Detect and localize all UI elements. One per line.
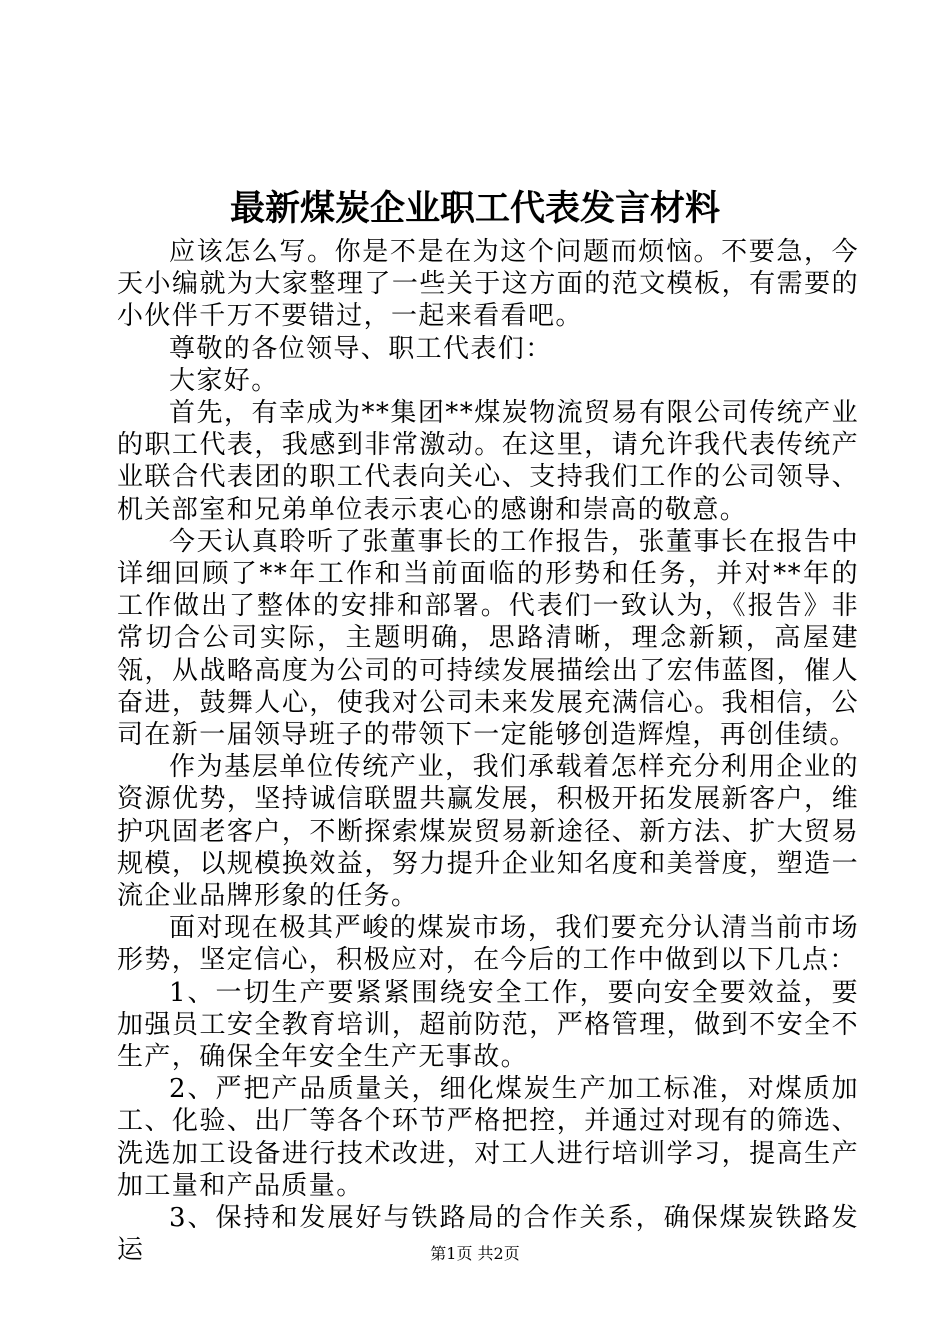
- paragraph-report: 今天认真聆听了张董事长的工作报告，张董事长在报告中详细回顾了**年工作和当前面临的形势和任务，并对**年的工作做出了整体的安排和部署。代表们一致认为，《报告》非常切合公司实际，主题明确，思路清晰，理念新颖，高屋建瓴，从战略高度为公司的可持续发展描绘出了宏伟蓝图，催人奋进，鼓舞人心，使我对公司未来发展充满信心。我相信，公司在新一届领导班子的带领下一定能够创造辉煌，再创佳绩。: [117, 526, 859, 751]
- paragraph-market: 面对现在极其严峻的煤炭市场，我们要充分认清当前市场形势，坚定信心，积极应对，在今后的工作中做到以下几点：: [117, 913, 859, 976]
- paragraph-point-3: 3、保持和发展好与铁路局的合作关系，确保煤炭铁路发运: [117, 1203, 859, 1266]
- paragraph-task: 作为基层单位传统产业，我们承载着怎样充分利用企业的资源优势，坚持诚信联盟共赢发展，积极开拓发展新客户，维护巩固老客户，不断探索煤炭贸易新途径、新方法、扩大贸易规模，以规模换效益，努力提升企业知名度和美誉度，塑造一流企业品牌形象的任务。: [117, 752, 859, 912]
- paragraph-point-1: 1、一切生产要紧紧围绕安全工作，要向安全要效益，要加强员工安全教育培训，超前防范，严格管理，做到不安全不生产，确保全年安全生产无事故。: [117, 977, 859, 1073]
- paragraph-intro: 应该怎么写。你是不是在为这个问题而烦恼。不要急，今天小编就为大家整理了一些关于这方面的范文模板，有需要的小伙伴千万不要错过，一起来看看吧。: [117, 237, 859, 332]
- paragraph-point-2: 2、严把产品质量关，细化煤炭生产加工标准，对煤质加工、化验、出厂等各个环节严格把控，并通过对现有的筛选、洗选加工设备进行技术改进，对工人进行培训学习，提高生产加工量和产品质量。: [117, 1074, 859, 1201]
- paragraph-greeting: 大家好。: [169, 365, 279, 396]
- document-title: 最新煤炭企业职工代表发言材料: [229, 188, 720, 229]
- page-number: 第1页 共2页: [430, 1244, 520, 1263]
- paragraph-first: 首先，有幸成为**集团**煤炭物流贸易有限公司传统产业的职工代表，我感到非常激动。在这里，请允许我代表传统产业联合代表团的职工代表向关心、支持我们工作的公司领导、机关部室和兄弟单位表示衷心的感谢和崇高的敬意。: [117, 398, 859, 525]
- document-body: [117, 236, 859, 1267]
- paragraph-salutation: 尊敬的各位领导、职工代表们：: [169, 333, 553, 364]
